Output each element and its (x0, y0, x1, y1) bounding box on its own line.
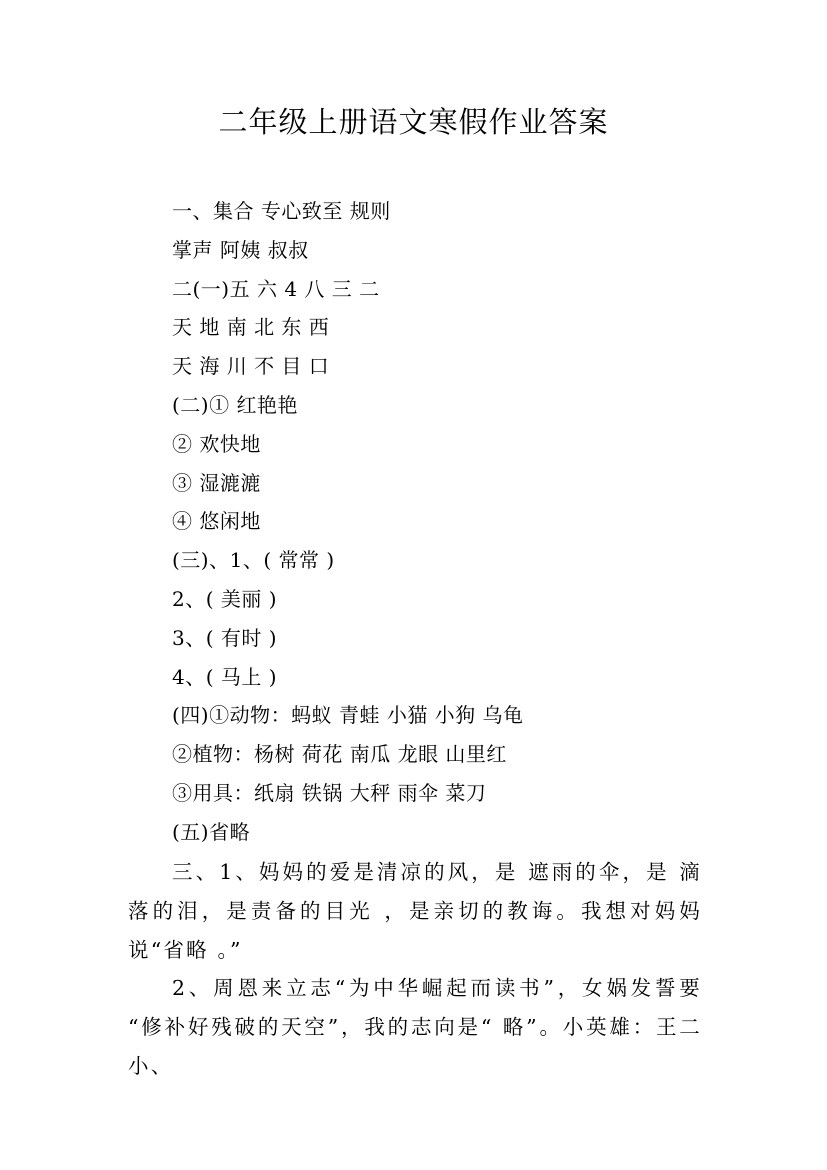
answer-line: 天 地 南 北 东 西 (172, 315, 330, 340)
answer-line: 天 海 川 不 目 口 (172, 354, 330, 379)
answer-line: 4、( 马上 ) (172, 664, 278, 689)
answer-paragraphs (128, 853, 702, 1086)
answer-paragraph: 三、1、妈妈的爱是清凉的风，是 遮雨的伞，是 滴落的泪，是责备的目光 ，是亲切的教诲。我想对妈妈说“省略 。” (128, 860, 702, 962)
answer-line: ④ 悠闲地 (172, 509, 261, 534)
answer-line: (五)省略 (172, 819, 251, 844)
answer-line: (四)①动物：蚂蚁 青蛙 小猫 小狗 乌龟 (172, 703, 524, 728)
answer-line: ②植物：杨树 荷花 南瓜 龙眼 山里红 (172, 742, 507, 767)
answer-lines (172, 192, 732, 852)
answer-line: (三)、1、( 常常 ) (172, 548, 335, 573)
answer-line: 3、( 有时 ) (172, 625, 278, 650)
document-title: 二年级上册语文寒假作业答案 (218, 105, 609, 139)
answer-line: ③ 湿漉漉 (172, 470, 261, 495)
answer-line: 一、集合 专心致至 规则 (172, 199, 391, 223)
answer-line: 掌声 阿姨 叔叔 (172, 237, 309, 262)
answer-paragraph: 2、周恩来立志“为中华崛起而读书”，女娲发誓要 “修补好残破的天空”，我的志向是“ 略”。小英雄：王二小、 (128, 976, 702, 1078)
answer-line: (二)① 红艳艳 (172, 392, 298, 417)
answer-line: ③用具：纸扇 铁锅 大秤 雨伞 菜刀 (172, 780, 487, 805)
answer-line: 2、( 美丽 ) (172, 586, 278, 611)
answer-line: 二(一)五 六 4 八 三 二 (172, 276, 380, 301)
answer-line: ② 欢快地 (172, 431, 261, 456)
